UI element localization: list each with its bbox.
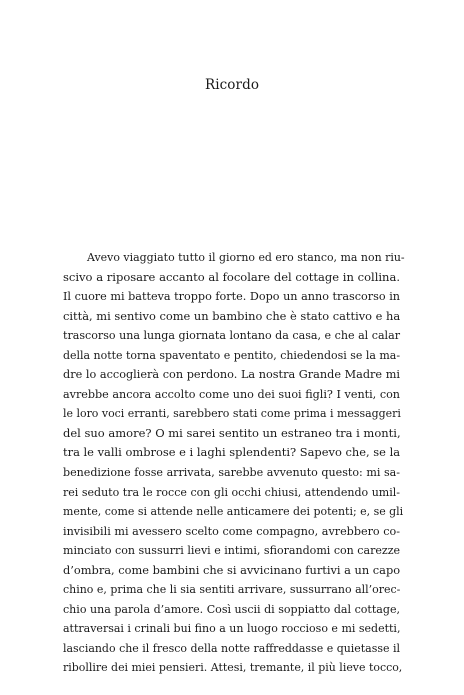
text-line: trascorso una lunga giornata lontano da casa, e che al calar xyxy=(63,329,400,343)
text-line: chio una parola d’amore. Così uscii di soppiatto dal cottage, xyxy=(63,602,400,616)
text-line: le loro voci erranti, sarebbero stati come prima i messaggeri xyxy=(63,407,401,421)
text-line: minciato con sussurri lievi e intimi, sfiorandomi con carezze xyxy=(63,544,401,558)
text-line: lasciando che il fresco della notte raffreddasse e quietasse il xyxy=(63,641,400,655)
text-line: chino e, prima che li sia sentiti arrivare, sussurrano all’orec- xyxy=(63,583,401,597)
text-line: invisibili mi avessero scelto come compagno, avrebbero co- xyxy=(63,524,400,538)
text-line: della notte torna spaventato e pentito, chiedendosi se la ma- xyxy=(63,348,401,362)
text-line: dre lo accoglierà con perdono. La nostra Grande Madre mi xyxy=(63,368,400,382)
body-paragraph xyxy=(63,248,405,678)
text-line: rei seduto tra le rocce con gli occhi chiusi, attendendo umil- xyxy=(63,485,400,499)
text-line: attraversai i crinali bui fino a un luogo roccioso e mi sedetti, xyxy=(63,622,401,636)
text-line: avrebbe ancora accolto come uno dei suoi figli? I venti, con xyxy=(63,387,400,401)
text-line: mente, come si attende nelle anticamere dei potenti; e, se gli xyxy=(63,505,404,519)
text-line: Il cuore mi batteva troppo forte. Dopo un anno trascorso in xyxy=(63,290,400,304)
text-line: Avevo viaggiato tutto il giorno ed ero stanco, ma non riu- xyxy=(87,251,405,264)
text-line: tra le valli ombrose e i laghi splendenti? Sapevo che, se la xyxy=(63,445,401,460)
text-line: città, mi sentivo come un bambino che è stato cattivo e ha xyxy=(63,308,401,323)
text-line: d’ombra, come bambini che si avvicinano furtivi a un capo xyxy=(63,562,401,577)
text-line: ribollire dei miei pensieri. Attesi, tremante, il più lieve tocco, xyxy=(63,661,403,675)
text-line: del suo amore? O mi sarei sentito un estraneo tra i monti, xyxy=(63,425,401,440)
text-line: scivo a riposare accanto al focolare del cottage in collina. xyxy=(63,269,400,284)
text-line: benedizione fosse arrivata, sarebbe avvenuto questo: mi sa- xyxy=(63,466,400,480)
chapter-title: Ricordo xyxy=(204,77,260,93)
